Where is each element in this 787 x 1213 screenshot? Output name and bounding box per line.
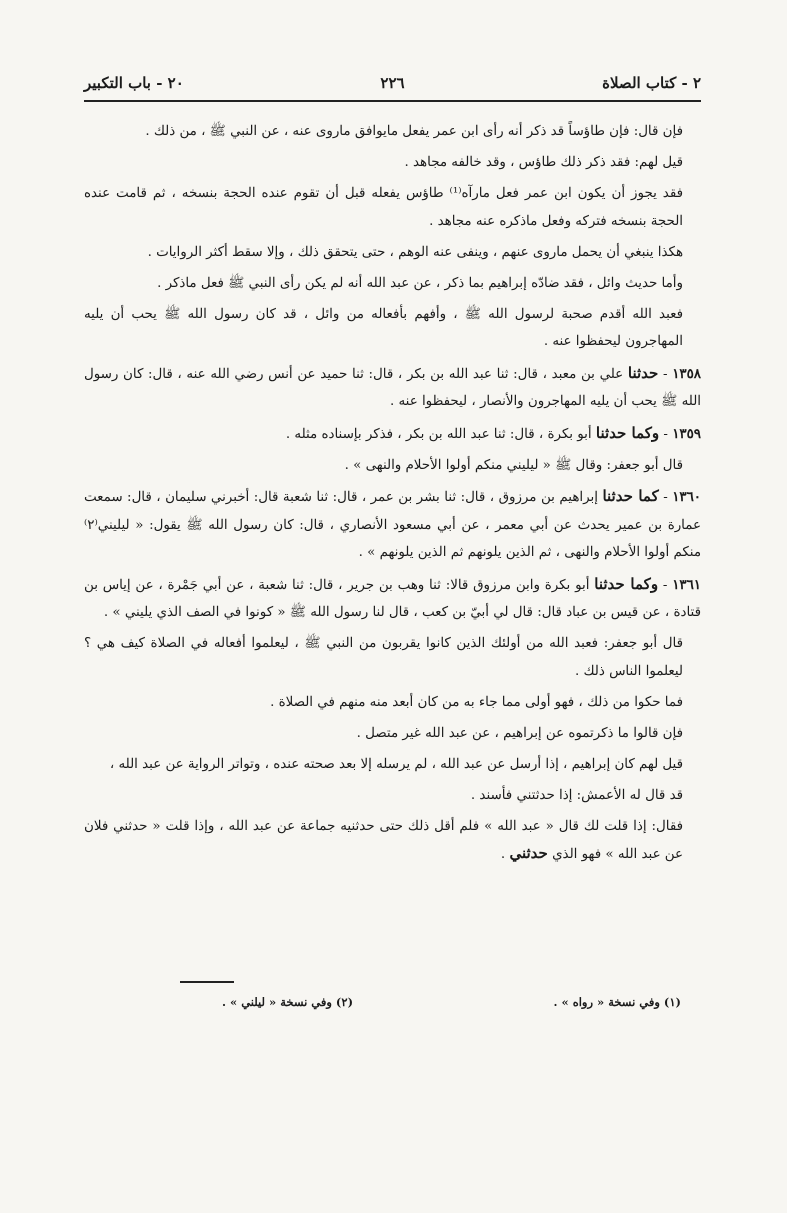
- hadith-1359: ١٣٥٩ - وكما حدثنا أبو بكرة ، قال: ثنا عبد الله بن بكر ، فذكر بإسناده مثله .: [285, 423, 701, 442]
- paragraph-objection-2: فإن قالوا ما ذكرتموه عن إبراهيم ، عن عبد الله غير متصل .: [356, 725, 683, 741]
- hadith-text: أبو بكرة ، قال: ثنا عبد الله بن بكر ، فذكر بإسناده مثله .: [285, 426, 592, 442]
- header-rule: [84, 100, 701, 102]
- paragraph-interpretation: هكذا ينبغي أن يحمل ماروى عنهم ، وينفى عنه الوهم ، حتى يتحقق ذلك ، وإلا سقط أكثر الروايات .: [147, 244, 683, 260]
- paragraph-objection: فإن قال: فإن طاؤساً قد ذكر أنه رأى ابن عمر يفعل مايوافق ماروى عنه ، عن النبي ﷺ ، من ذلك .: [145, 124, 683, 139]
- quote-text: فقال: إذا قلت لك قال « عبد الله » فلم أقل ذلك حتى حدثنيه جماعة عن عبد الله ، وإذا قلت « حدثني فلان عن عبد الله » فهو الذي: [84, 818, 683, 862]
- hadith-1360: ١٣٦٠ - كما حدثنا إبراهيم بن مرزوق ، قال: ثنا بشر بن عمر ، قال: ثنا شعبة قال: أخبرني سليمان ، قال: سمعت عمارة بن عمير يحدث عن أبي معمر ، عن أبي مسعود الأنصاري ، قال: كان رسول الله ﷺ يقول: « ليليني⁽٢⁾ منكم أولوا الأحلام والنهى ، ثم الذين يلونهم ثم الذين يلونهم » .: [84, 487, 702, 560]
- chapter-title: ٢٠ - باب التكبير: [84, 74, 184, 92]
- hadith-1358: ١٣٥٨ - حدثنا علي بن معبد ، قال: ثنا عبد الله بن بكر ، قال: ثنا حميد عن أنس رضي الله عنه ، قال: كان رسول الله ﷺ يحب أن يليه المهاجرون والأنصار ، ليحفظوا عنه .: [84, 363, 701, 409]
- paragraph-abdullah: فعبد الله أقدم صحبة لرسول الله ﷺ ، وأفهم بأفعاله من وائل ، قد كان رسول الله ﷺ يحب أن يليه المهاجرون ليحفظوا عنه .: [84, 306, 683, 349]
- quote-end: .: [500, 847, 506, 862]
- hadith-text: علي بن معبد ، قال: ثنا عبد الله بن بكر ، قال: ثنا حميد عن أنس رضي الله عنه ، قال: كان رسول الله ﷺ يحب أن يليه المهاجرون والأنصار ، ليحفظوا عنه .: [84, 366, 701, 409]
- footnote-1: (١) وفي نسخة « رواه » .: [553, 995, 681, 1009]
- paragraph-reply-2: قيل لهم كان إبراهيم ، إذا أرسل عن عبد الله ، لم يرسله إلا بعد صحته عنده ، وتواتر الرواية عن عبد الله ،: [109, 756, 683, 772]
- paragraph-wail: وأما حديث وائل ، فقد ضادّه إبراهيم بما ذكر ، عن عبد الله أنه لم يكن رأى النبي ﷺ فعل ماذكر .: [157, 275, 683, 291]
- hadith-text: إبراهيم بن مرزوق ، قال: ثنا بشر بن عمر ، قال: ثنا شعبة قال: أخبرني سليمان ، قال: سمعت عمارة بن عمير يحدث عن أبي معمر ، عن أبي مسعود الأنصاري ، قال: كان رسول الله ﷺ يقول: « ليليني⁽٢⁾ منكم أولوا الأحلام والنهى ، ثم الذين يلونهم ثم الذين يلونهم » .: [84, 490, 701, 560]
- footnotes: [84, 995, 701, 1015]
- main-text: [84, 118, 701, 872]
- paragraph-abu-jafar-1: قال أبو جعفر: وقال ﷺ « ليليني منكم أولوا الأحلام والنهى » .: [344, 457, 683, 473]
- hadith-number: ١٣٦٠: [672, 489, 702, 505]
- paragraph-reply: قيل لهم: فقد ذكر ذلك طاؤس ، وقد خالفه مجاهد .: [404, 155, 683, 170]
- paragraph-conclusion: فما حكوا من ذلك ، فهو أولى مما جاء به من كان أبعد منه منهم في الصلاة .: [270, 694, 683, 710]
- paragraph-abrogation: فقد يجوز أن يكون ابن عمر فعل مارآه⁽¹⁾ طاؤس يفعله قبل أن تقوم عنده الحجة بنسخه ، ثم قامت عنده الحجة بنسخه فتركه وفعل ماذكره عنه مجاهد .: [84, 186, 684, 229]
- footnote-2: (٢) وفي نسخة « ليلني » .: [222, 995, 354, 1009]
- haddathana-word: وكما حدثنا: [594, 574, 659, 593]
- book-title: ٢ - كتاب الصلاة: [602, 74, 701, 92]
- page-header: [84, 74, 701, 96]
- haddathana-word: حدثني: [509, 844, 548, 862]
- hadith-1361: ١٣٦١ - وكما حدثنا أبو بكرة وابن مرزوق قالا: ثنا وهب بن جرير ، قال: ثنا شعبة ، عن أبي جَمْرة ، عن إياس بن قتادة ، عن قيس بن عباد قال: قال لي أبيّ بن كعب ، قال لنا رسول الله ﷺ « كونوا في الصف الذي يليني » .: [84, 574, 701, 620]
- paragraph-amash: قد قال له الأعمش: إذا حدثتني فأسند .: [470, 787, 683, 803]
- haddathana-word: حدثنا: [627, 363, 659, 382]
- haddathana-word: كما حدثنا: [602, 487, 659, 505]
- hadith-number: ١٣٦١: [672, 576, 701, 593]
- paragraph-ibrahim-quote: [84, 813, 701, 869]
- paragraph-abu-jafar-2: قال أبو جعفر: فعبد الله من أولئك الذين كانوا يقربون من النبي ﷺ ، ليعلموا أفعاله في الصلاة كيف هي ؟ ليعلموا الناس ذلك .: [84, 636, 683, 679]
- hadith-number: ١٣٥٨: [672, 365, 701, 382]
- page-number: ٢٢٦: [380, 74, 405, 92]
- hadith-text: أبو بكرة وابن مرزوق قالا: ثنا وهب بن جرير ، قال: ثنا شعبة ، عن أبي جَمْرة ، عن إياس بن قتادة ، عن قيس بن عباد قال: قال لي أبيّ بن كعب ، قال لنا رسول الله ﷺ « كونوا في الصف الذي يليني » .: [84, 577, 701, 620]
- hadith-number: ١٣٥٩: [672, 425, 701, 442]
- end-rule: [180, 981, 234, 983]
- haddathana-word: وكما حدثنا: [595, 423, 660, 442]
